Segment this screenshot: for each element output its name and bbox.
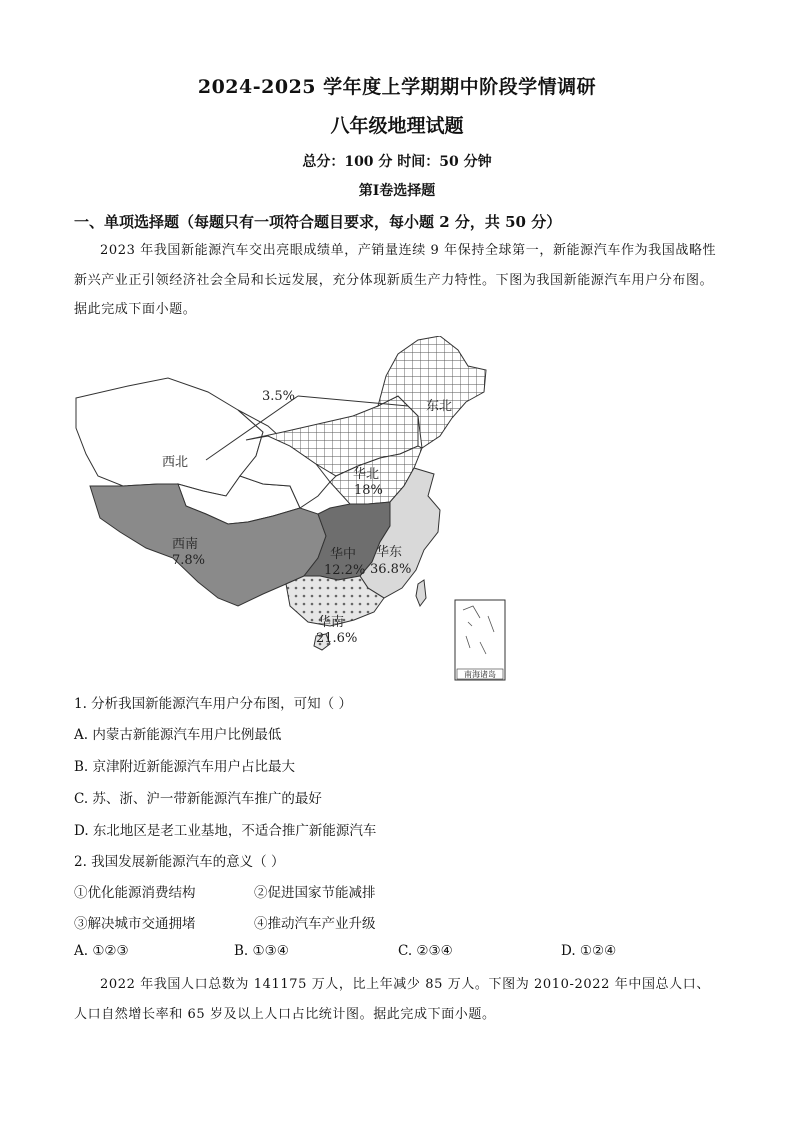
inset-label: 南海诸岛 (464, 670, 496, 679)
label-east: 华东 (376, 545, 403, 560)
label-south: 华南 (318, 615, 345, 630)
exam-subtitle: 八年级地理试题 (330, 115, 464, 137)
label-northwest-pct: 3.5% (262, 389, 296, 404)
population-intro-text: 2022 年我国人口总数为 141175 万人，比上年减少 85 万人。下图为 2010-2022 年中国总人口、人口自然增长率和 65 岁及以上人口占比统计图。据此完成下面小题。 (74, 977, 710, 1022)
q2-item-1: ①优化能源消费结构 (74, 885, 196, 901)
region-northwest (76, 378, 263, 496)
region-taiwan (416, 580, 426, 606)
label-north-pct: 18% (354, 483, 383, 498)
q2-choice-d: D. ①②④ (561, 943, 617, 959)
q2-item-2: ②促进国家节能减排 (254, 885, 376, 901)
ev-user-distribution-map (68, 336, 518, 682)
label-central: 华中 (330, 547, 357, 562)
intro-text: 2023 年我国新能源汽车交出亮眼成绩单，产销量连续 9 年保持全球第一，新能源汽车作为我国战略性新兴产业正引领经济社会全局和长远发展，充分体现新质生产力特性。下图为我国新能源汽车用户分布图。据此完成下面小题。 (74, 243, 717, 317)
label-east-pct: 36.8% (370, 562, 412, 577)
label-north: 华北 (353, 467, 380, 482)
question-1-stem: 1. 分析我国新能源汽车用户分布图，可知（ ） (74, 696, 352, 712)
volume-heading: 第Ⅰ卷选择题 (358, 183, 436, 199)
label-northwest: 西北 (162, 455, 189, 470)
label-southwest: 西南 (172, 537, 199, 552)
q1-option-a: A. 内蒙古新能源汽车用户比例最低 (74, 727, 282, 743)
q2-choice-b: B. ①③④ (234, 943, 289, 959)
intro-paragraph (74, 236, 722, 325)
label-southwest-pct: 7.8% (172, 553, 206, 568)
population-intro-paragraph (74, 970, 722, 1029)
south-sea-inset (455, 600, 505, 680)
exam-info: 总分：100 分 时间：50 分钟 (302, 154, 492, 170)
label-central-pct: 12.2% (324, 563, 366, 578)
section-heading: 一、单项选择题（每题只有一项符合题目要求，每小题 2 分，共 50 分） (74, 213, 562, 231)
q2-choice-a: A. ①②③ (74, 943, 129, 959)
q1-option-c: C. 苏、浙、沪一带新能源汽车推广的最好 (74, 791, 322, 807)
label-northeast: 东北 (426, 399, 453, 414)
label-south-pct: 21.6% (316, 631, 358, 646)
q1-option-b: B. 京津附近新能源汽车用户占比最大 (74, 759, 296, 775)
q2-item-4: ④推动汽车产业升级 (254, 916, 376, 932)
question-2-stem: 2. 我国发展新能源汽车的意义（ ） (74, 854, 285, 870)
q2-item-3: ③解决城市交通拥堵 (74, 916, 196, 932)
exam-title: 2024-2025 学年度上学期期中阶段学情调研 (197, 76, 597, 98)
q1-option-d: D. 东北地区是老工业基地，不适合推广新能源汽车 (74, 823, 377, 839)
q2-choice-c: C. ②③④ (398, 943, 453, 959)
